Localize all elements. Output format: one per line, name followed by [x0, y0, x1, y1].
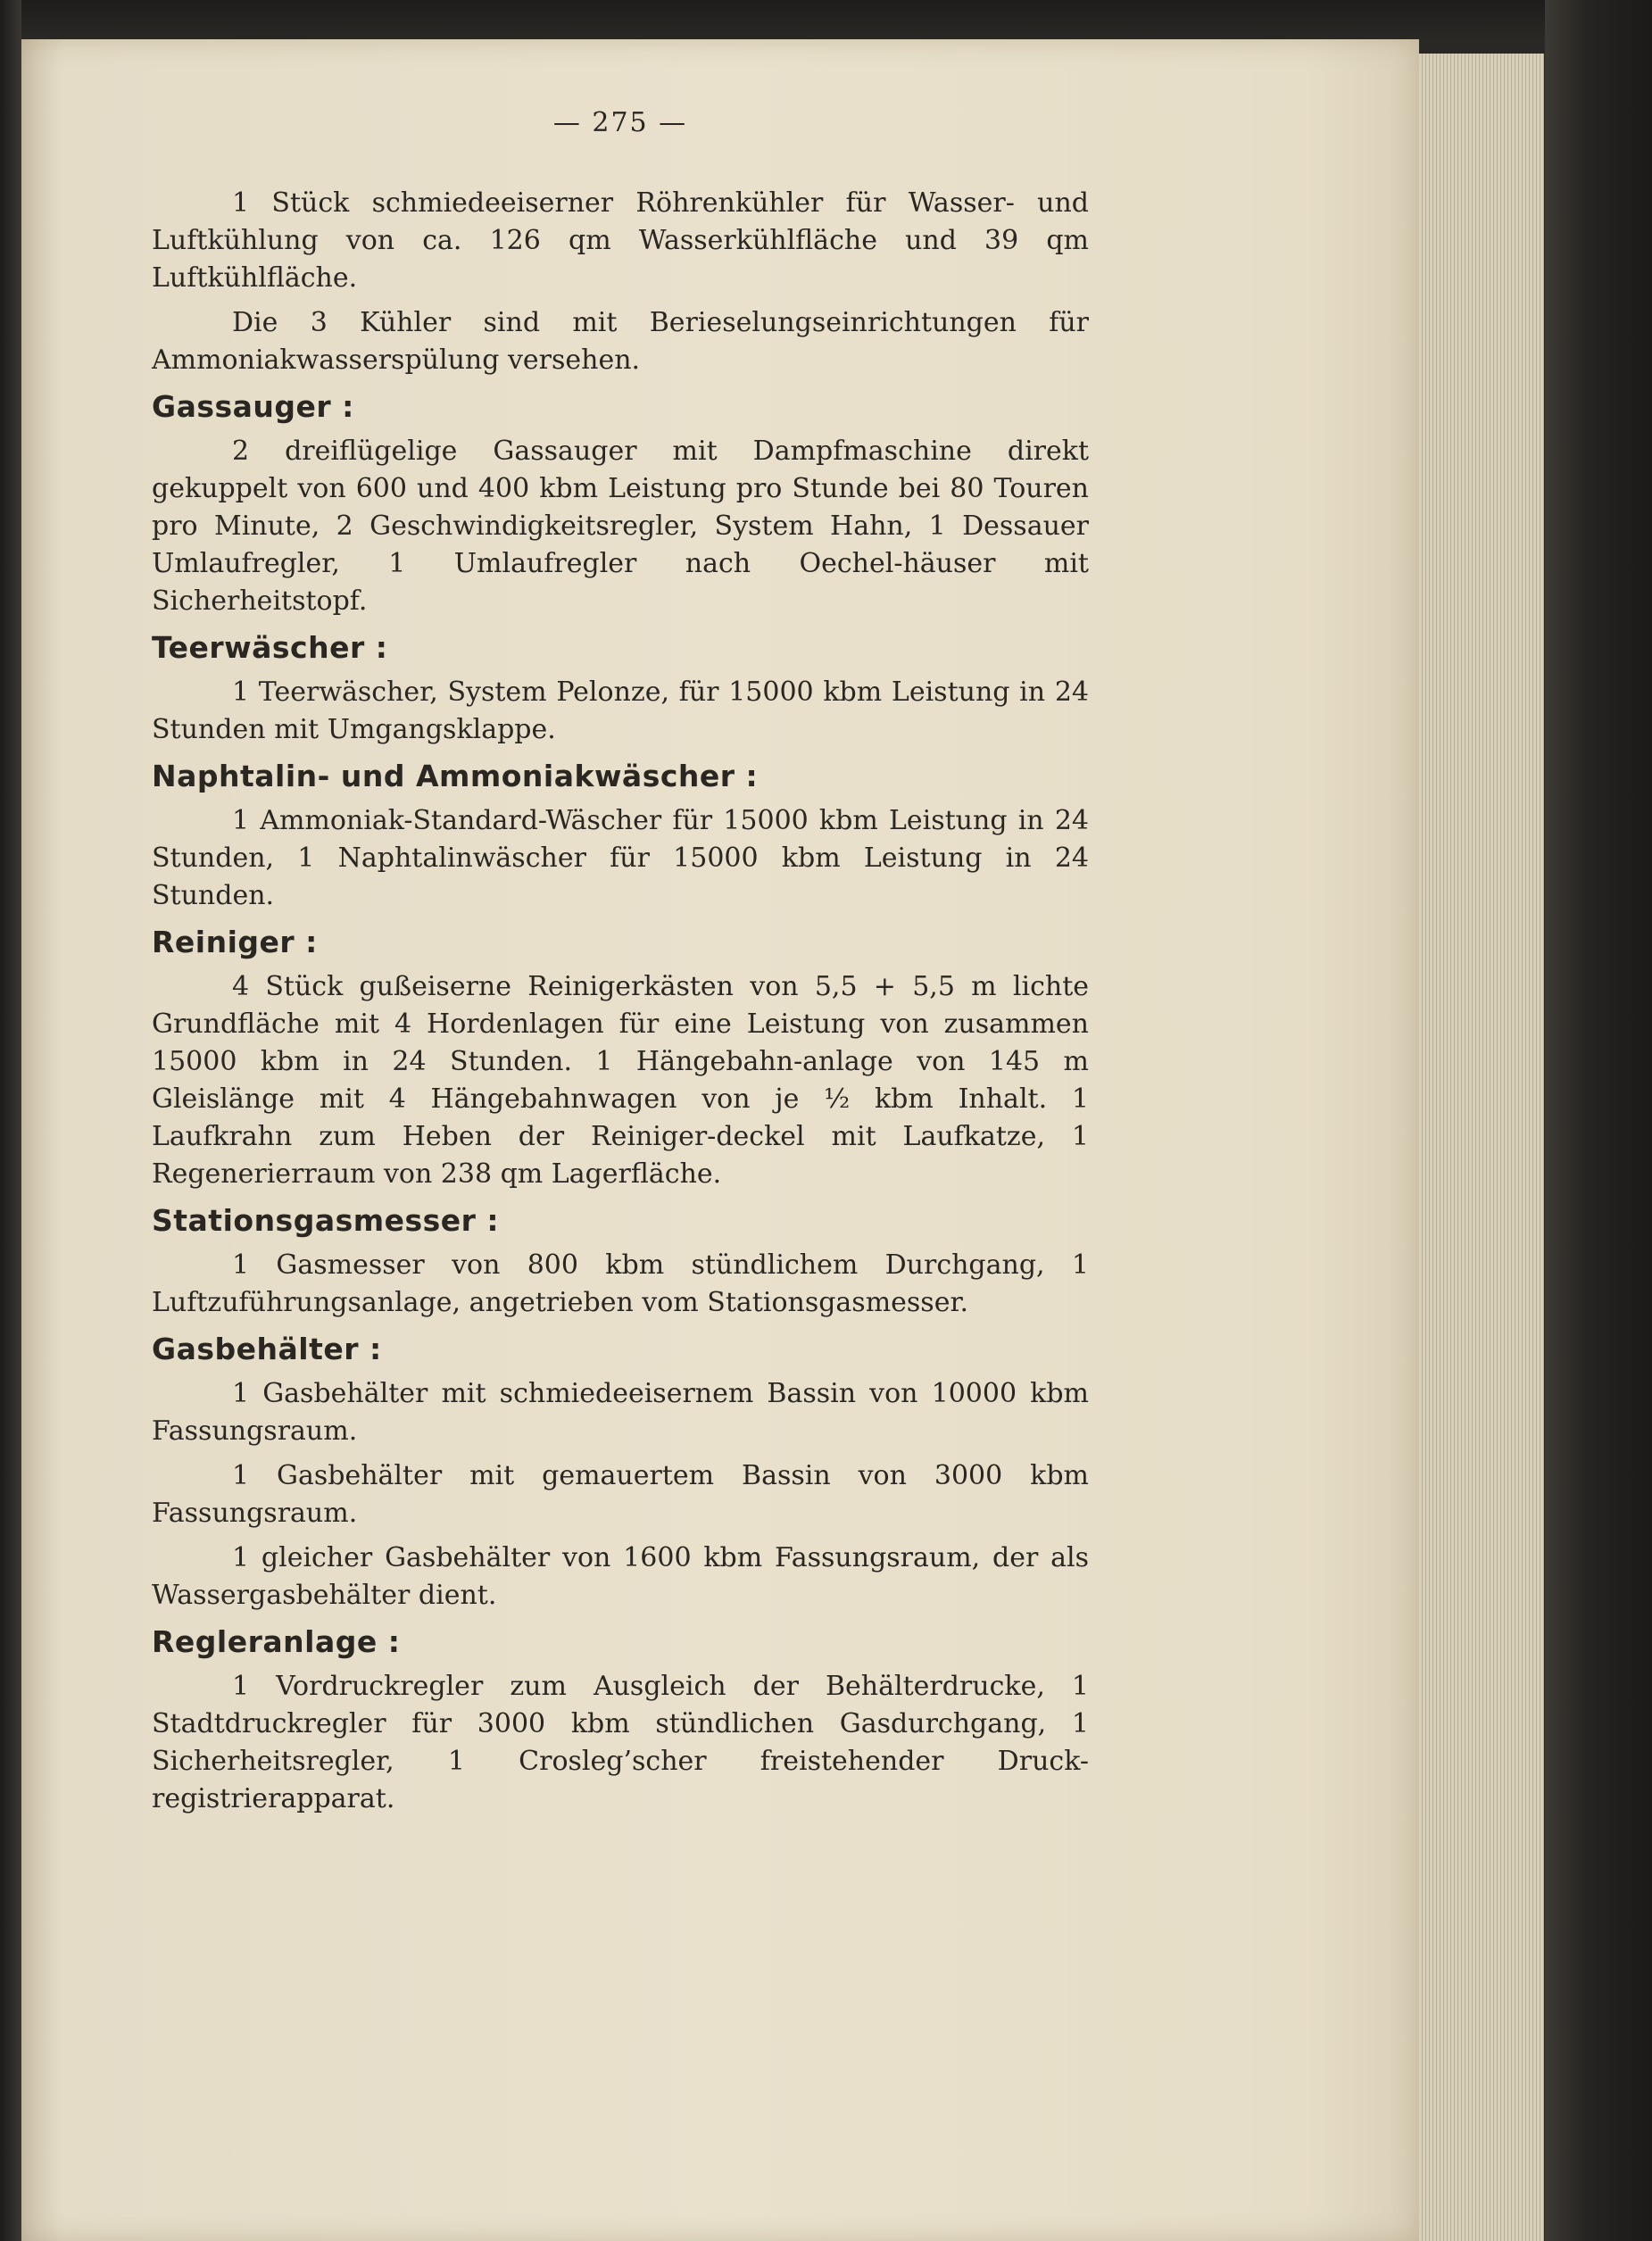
- paragraph: 1 Vordruckregler zum Ausgleich der Behälterdrucke, 1 Stadtdruckregler für 3000 kbm stündlichen Gasdurchgang, 1 Sicherheitsregler, 1 Crosleg’scher freistehender Druck-registrierapparat.: [152, 1671, 1089, 1814]
- page-edges: [1419, 54, 1544, 2241]
- section-heading: Reiniger :: [152, 925, 318, 959]
- paragraph: 2 dreiflügelige Gassauger mit Dampfmaschine direkt gekuppelt von 600 und 400 kbm Leistung pro Stunde bei 80 Touren pro Minute, 2 Geschwindigkeitsregler, System Hahn, 1 Dessauer Umlaufregler, 1 Umlaufregler nach Oechel-häuser mit Sicherheitstopf.: [152, 436, 1089, 617]
- section-heading: Stationsgasmesser :: [152, 1203, 500, 1238]
- section-heading: Regleranlage :: [152, 1624, 401, 1659]
- page-text: [152, 107, 1089, 1825]
- paragraph: 1 gleicher Gasbehälter von 1600 kbm Fassungsraum, der als Wassergasbehälter dient.: [152, 1542, 1089, 1611]
- book-cover-top: [0, 0, 1652, 43]
- book-cover-right: [1545, 0, 1652, 2241]
- section-heading: Gassauger :: [152, 389, 354, 424]
- book-cover-left: [0, 0, 21, 2241]
- paragraph: Die 3 Kühler sind mit Berieselungseinrichtungen für Ammoniakwasserspülung versehen.: [152, 307, 1089, 376]
- paragraph: 1 Gasbehälter mit gemauertem Bassin von 3000 kbm Fassungsraum.: [152, 1460, 1089, 1529]
- section-heading: Naphtalin- und Ammoniakwäscher :: [152, 759, 759, 793]
- page-number: — 275 —: [552, 107, 688, 138]
- paragraph: 4 Stück gußeiserne Reinigerkästen von 5,5 + 5,5 m lichte Grundfläche mit 4 Hordenlagen für eine Leistung von zusammen 15000 kbm in 24 Stunden. 1 Hängebahn-anlage von 145 m Gleislänge mit 4 Hängebahnwagen von je ½ kbm Inhalt. 1 Laufkrahn zum Heben der Reiniger-deckel mit Laufkatze, 1 Regenerierraum von 238 qm Lagerfläche.: [152, 971, 1089, 1190]
- section-heading: Teerwäscher :: [152, 630, 388, 665]
- paragraph: 1 Stück schmiedeeiserner Röhrenkühler für Wasser- und Luftkühlung von ca. 126 qm Wasserkühlfläche und 39 qm Luftkühlfläche.: [152, 187, 1089, 294]
- paragraph: 1 Ammoniak-Standard-Wäscher für 15000 kbm Leistung in 24 Stunden, 1 Naphtalinwäscher für 15000 kbm Leistung in 24 Stunden.: [152, 805, 1089, 911]
- section-heading: Gasbehälter :: [152, 1332, 382, 1366]
- paragraph: 1 Teerwäscher, System Pelonze, für 15000 kbm Leistung in 24 Stunden mit Umgangsklappe.: [152, 676, 1089, 745]
- paragraph: 1 Gasbehälter mit schmiedeeisernem Bassin von 10000 kbm Fassungsraum.: [152, 1378, 1089, 1447]
- paragraph: 1 Gasmesser von 800 kbm stündlichem Durchgang, 1 Luftzuführungsanlage, angetrieben vom Stationsgasmesser.: [152, 1249, 1089, 1318]
